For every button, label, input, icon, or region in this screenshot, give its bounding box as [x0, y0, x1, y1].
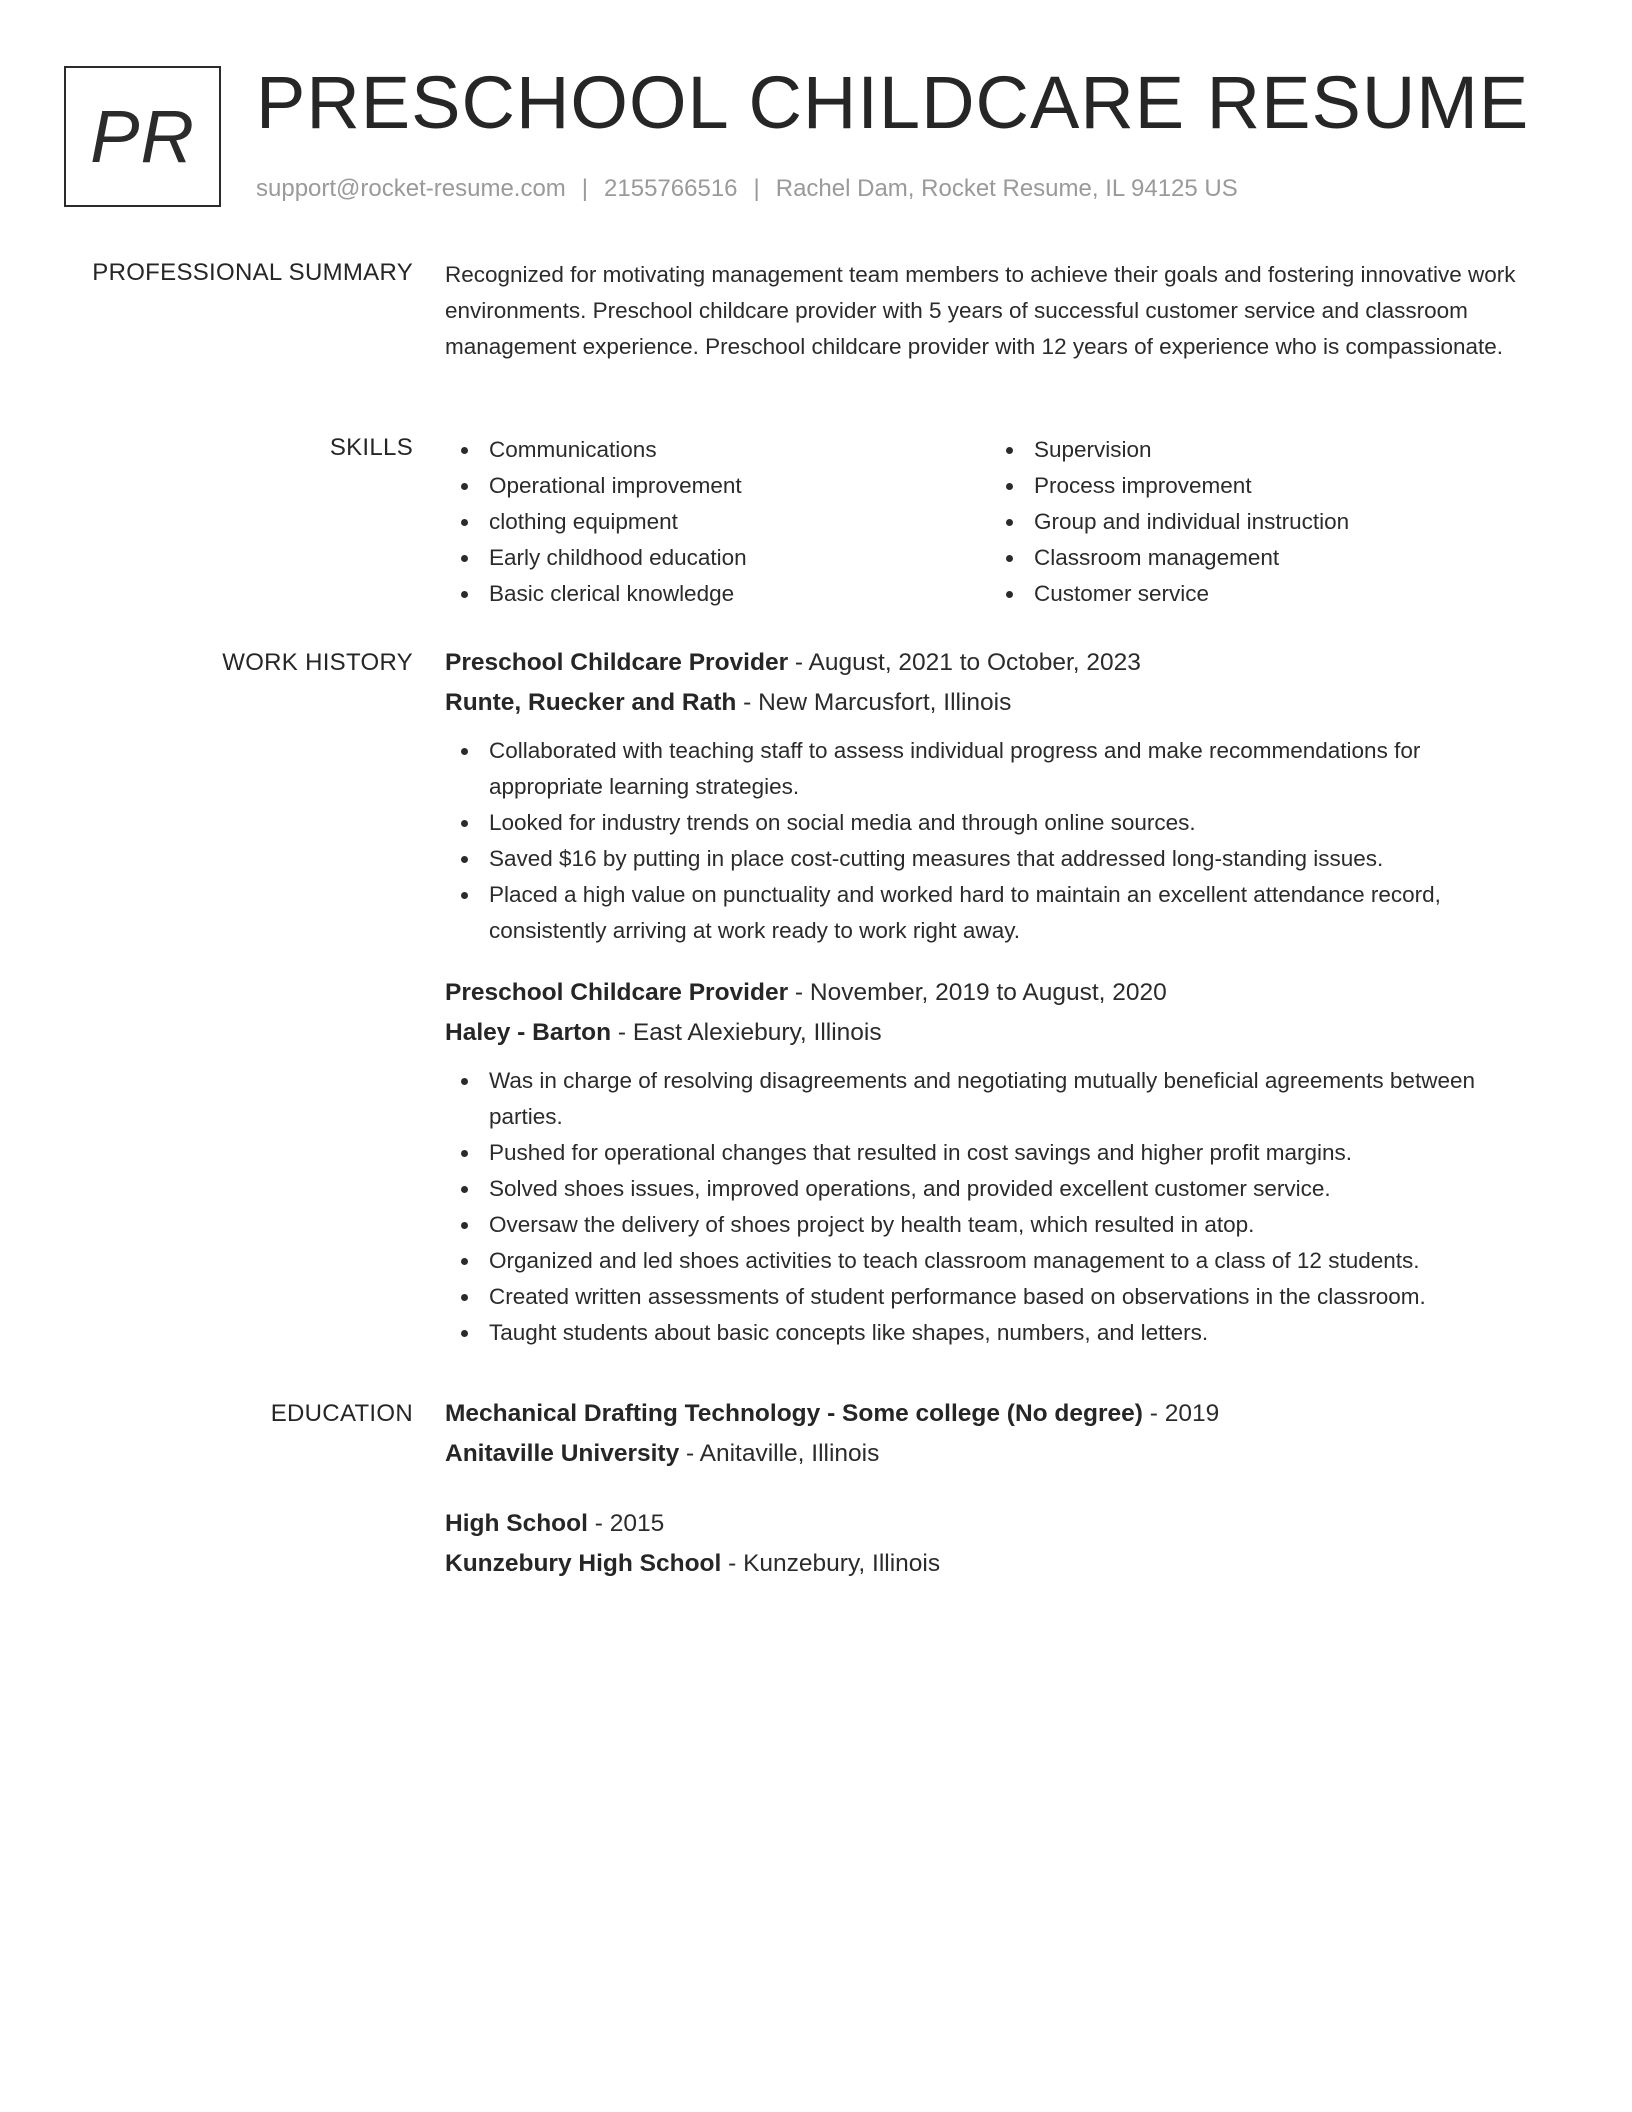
- contact-separator: |: [581, 175, 589, 202]
- contact-separator: |: [753, 175, 760, 202]
- job-bullet: Collaborated with teaching staff to assess individual progress and make recommendations for appropriate learning strategies.: [445, 733, 1535, 805]
- job-bullet: Oversaw the delivery of shoes project by health team, which resulted in atop.: [445, 1207, 1535, 1243]
- job-title-line: [445, 973, 1535, 1013]
- summary-text: Recognized for motivating management team members to achieve their goals and fostering innovative work environments. Preschool childcare provider with 5 years of successful customer service and classroom management experience. Preschool childcare provider with 12 years of experience who is compassionate.: [445, 262, 1516, 359]
- skills-grid: [445, 432, 1535, 612]
- education-year: - 2019: [1142, 1400, 1220, 1427]
- work-history-heading: WORK HISTORY: [222, 649, 413, 676]
- job-entry: [445, 973, 1535, 1351]
- education-school: Kunzebury High School: [445, 1550, 722, 1577]
- contact-email: support@rocket-resume.com: [256, 175, 566, 202]
- contact-phone: 2155766516: [604, 175, 738, 202]
- skills-column-left: [445, 432, 990, 612]
- education-entry: [445, 1504, 1535, 1584]
- skill-item: Classroom management: [990, 540, 1535, 576]
- education-location: - Anitaville, Illinois: [679, 1440, 880, 1467]
- contact-address: Rachel Dam, Rocket Resume, IL 94125 US: [775, 175, 1238, 202]
- resume-title: PRESCHOOL CHILDCARE RESUME: [256, 61, 1530, 144]
- education-year: - 2015: [587, 1510, 665, 1537]
- job-location: - New Marcusfort, Illinois: [736, 689, 1012, 716]
- education-degree-line: [445, 1504, 1535, 1544]
- job-bullet: Looked for industry trends on social media and through online sources.: [445, 805, 1535, 841]
- job-title: Preschool Childcare Provider: [445, 979, 789, 1006]
- education-entry: [445, 1394, 1535, 1474]
- skill-item: Process improvement: [990, 468, 1535, 504]
- job-title: Preschool Childcare Provider: [445, 649, 789, 676]
- skill-item: Communications: [445, 432, 990, 468]
- education-degree: Mechanical Drafting Technology - Some college (No degree): [445, 1400, 1143, 1427]
- job-bullets: [445, 1063, 1535, 1351]
- education-degree-line: [445, 1394, 1535, 1434]
- job-entry: [445, 643, 1535, 949]
- job-title-line: [445, 643, 1535, 683]
- job-bullet: Pushed for operational changes that resulted in cost savings and higher profit margins.: [445, 1135, 1535, 1171]
- job-bullet: Saved $16 by putting in place cost-cutting measures that addressed long-standing issues.: [445, 841, 1535, 877]
- education-location: - Kunzebury, Illinois: [721, 1550, 941, 1577]
- job-bullet: Was in charge of resolving disagreements and negotiating mutually beneficial agreements between parties.: [445, 1063, 1535, 1135]
- job-bullet: Created written assessments of student performance based on observations in the classroom.: [445, 1279, 1535, 1315]
- job-location: - East Alexiebury, Illinois: [611, 1019, 882, 1046]
- skill-item: clothing equipment: [445, 504, 990, 540]
- education-school-line: [445, 1434, 1535, 1474]
- job-bullets: [445, 733, 1535, 949]
- skills-heading: SKILLS: [329, 434, 413, 461]
- skill-item: Basic clerical knowledge: [445, 576, 990, 612]
- job-bullet: Organized and led shoes activities to teach classroom management to a class of 12 students.: [445, 1243, 1535, 1279]
- education-heading: EDUCATION: [270, 1400, 413, 1427]
- job-company: Runte, Ruecker and Rath: [445, 689, 737, 716]
- monogram-badge: [64, 66, 221, 207]
- summary-heading: PROFESSIONAL SUMMARY: [92, 259, 413, 286]
- job-bullet: Solved shoes issues, improved operations, and provided excellent customer service.: [445, 1171, 1535, 1207]
- skill-item: Supervision: [990, 432, 1535, 468]
- job-company-line: [445, 1013, 1535, 1053]
- education-school-line: [445, 1544, 1535, 1584]
- job-bullet: Taught students about basic concepts like shapes, numbers, and letters.: [445, 1315, 1535, 1351]
- job-company: Haley - Barton: [445, 1019, 612, 1046]
- skill-item: Customer service: [990, 576, 1535, 612]
- job-company-line: [445, 683, 1535, 723]
- skill-item: Group and individual instruction: [990, 504, 1535, 540]
- job-dates: - November, 2019 to August, 2020: [788, 979, 1167, 1006]
- education-school: Anitaville University: [445, 1440, 680, 1467]
- contact-line: [256, 174, 1238, 204]
- monogram-initials: PR: [90, 95, 195, 178]
- job-bullet: Placed a high value on punctuality and worked hard to maintain an excellent attendance record, consistently arriving at work ready to work right away.: [445, 877, 1535, 949]
- education-degree: High School: [445, 1510, 588, 1537]
- job-dates: - August, 2021 to October, 2023: [788, 649, 1141, 676]
- skill-item: Early childhood education: [445, 540, 990, 576]
- skills-column-right: [990, 432, 1535, 612]
- skill-item: Operational improvement: [445, 468, 990, 504]
